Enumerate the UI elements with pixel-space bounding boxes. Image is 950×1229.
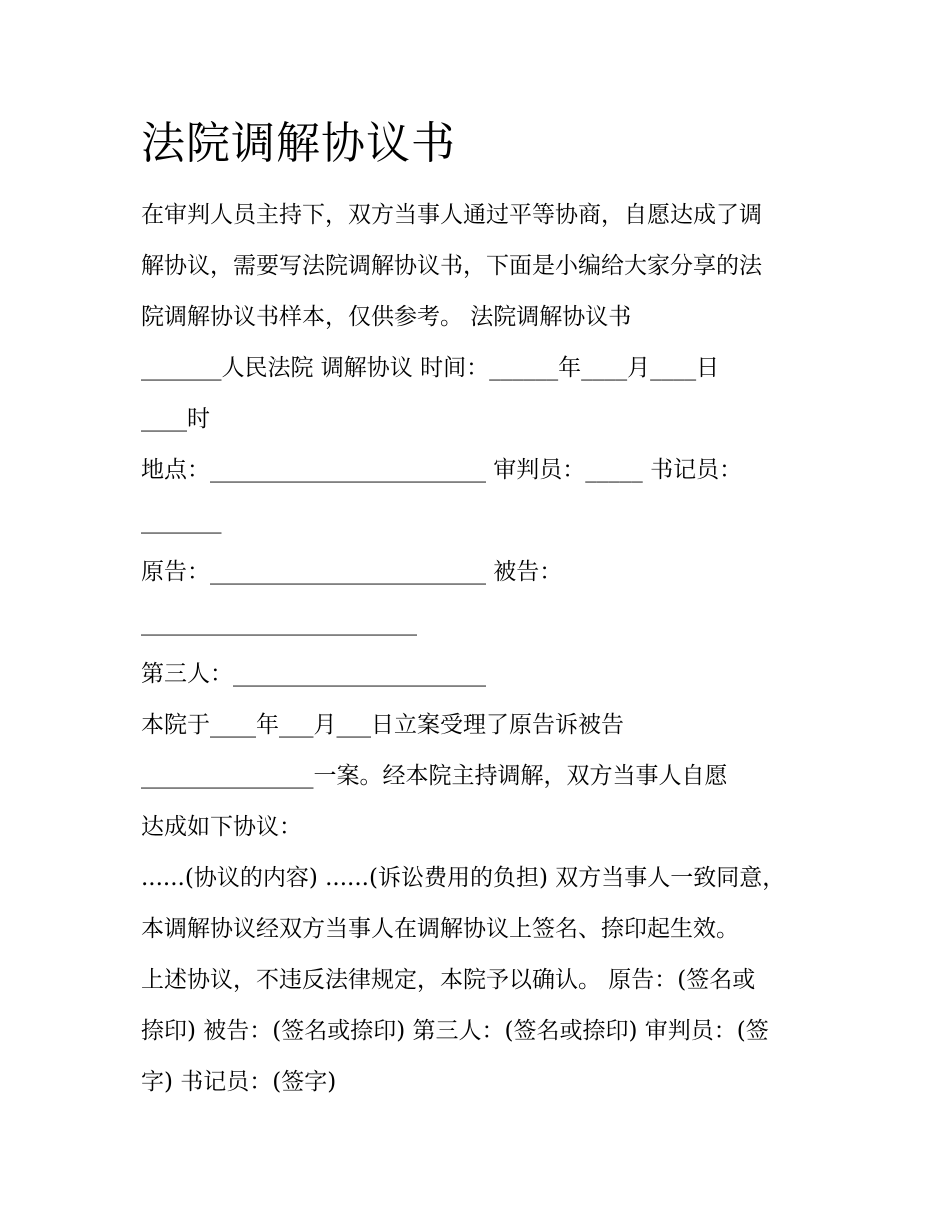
location-judge-clerk-line: 地点：________________________ 审判员：_____ 书记员：	[141, 457, 743, 483]
case-date-line: 本院于____年___月___日立案受理了原告诉被告	[141, 712, 624, 738]
clerk-blank-line: _______	[141, 508, 222, 534]
document-body	[141, 190, 821, 1108]
document-title: 法院调解协议书	[141, 118, 456, 169]
third-party-line: 第三人：______________________	[141, 661, 486, 687]
body-line: 在审判人员主持下，双方当事人通过平等协商，自愿达成了调	[141, 202, 762, 228]
confirmation-line: 上述协议，不违反法律规定，本院予以确认。 原告：(签名或	[141, 967, 756, 993]
hour-line: ____时	[141, 406, 210, 432]
body-line: 院调解协议书样本，仅供参考。 法院调解协议书	[141, 304, 632, 330]
agreement-intro-line: 达成如下协议：	[141, 814, 302, 840]
case-description-line: _______________一案。经本院主持调解，双方当事人自愿	[141, 763, 728, 789]
body-line: 解协议，需要写法院调解协议书，下面是小编给大家分享的法	[141, 253, 762, 279]
signature-line: 字) 书记员：(签字)	[141, 1069, 337, 1095]
document-page	[141, 112, 821, 1108]
agreement-content-line: ......(协议的内容) ......(诉讼费用的负担) 双方当事人一致同意，	[141, 865, 786, 891]
signature-line: 捺印) 被告：(签名或捺印) 第三人：(签名或捺印) 审判员：(签	[141, 1018, 769, 1044]
plaintiff-defendant-line: 原告：________________________ 被告：	[141, 559, 563, 585]
effectiveness-line: 本调解协议经双方当事人在调解协议上签名、捺印起生效。	[141, 916, 739, 942]
court-time-line: _______人民法院 调解协议 时间：______年____月____日	[141, 355, 720, 381]
defendant-blank-line: ________________________	[141, 610, 417, 636]
